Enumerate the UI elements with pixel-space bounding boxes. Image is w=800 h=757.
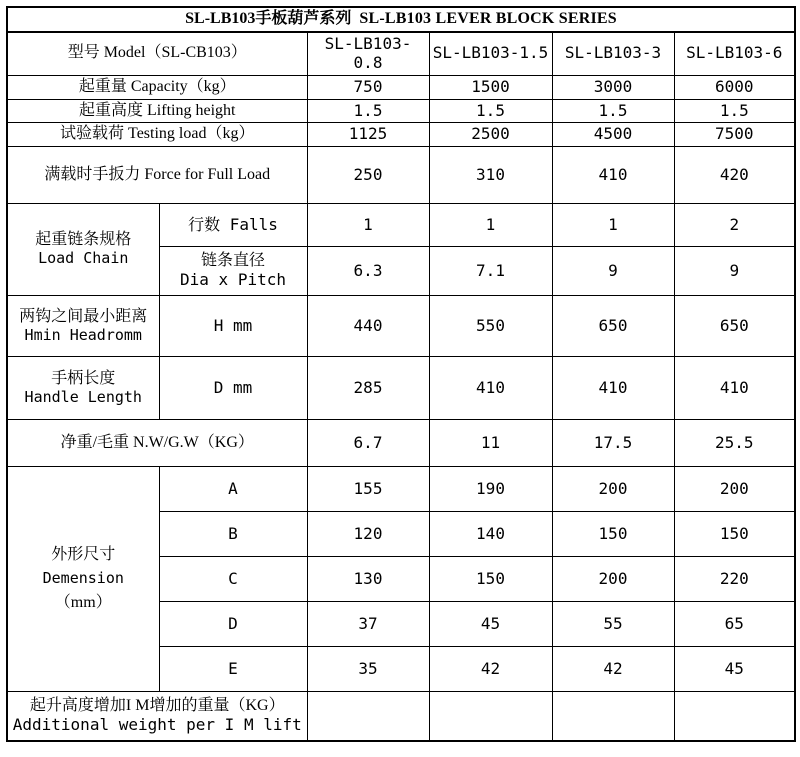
table-row-lifting-height (7, 99, 795, 123)
additional-weight-value-1 (307, 692, 429, 742)
dimension-d-value-4: 65 (674, 602, 795, 647)
dia-value-4: 9 (674, 247, 795, 296)
dimension-sub-d: D (159, 602, 307, 647)
dimension-e-value-1: 35 (307, 647, 429, 692)
table-row-capacity (7, 75, 795, 99)
dimension-label-line2: Demension (42, 569, 124, 588)
dimension-e-value-4: 45 (674, 647, 795, 692)
headroom-value-2: 550 (429, 296, 552, 357)
dia-label-line2: Dia x Pitch (180, 270, 286, 290)
dimension-a-value-3: 200 (552, 467, 674, 512)
headroom-label-line2: Hmin Headromm (24, 325, 142, 344)
table-title-cn: SL-LB103手板葫芦系列 (185, 10, 352, 27)
testing-load-value-3: 4500 (552, 123, 674, 147)
falls-value-3: 1 (552, 204, 674, 247)
dimension-label-line3: （mm） (54, 594, 112, 612)
table-row-additional-weight (7, 692, 795, 742)
dia-value-2: 7.1 (429, 247, 552, 296)
dimension-d-value-3: 55 (552, 602, 674, 647)
dimension-sub-c: C (159, 557, 307, 602)
model-column-1: SL-LB103-0.8 (307, 32, 429, 75)
dimension-a-value-4: 200 (674, 467, 795, 512)
weight-value-4: 25.5 (674, 420, 795, 467)
row-label-force-full-load: 满载时手扳力 Force for Full Load (7, 147, 307, 204)
dimension-a-value-2: 190 (429, 467, 552, 512)
dia-value-3: 9 (552, 247, 674, 296)
dimension-b-value-3: 150 (552, 512, 674, 557)
load-chain-label-line2: Load Chain (38, 249, 129, 268)
headroom-value-4: 650 (674, 296, 795, 357)
weight-value-1: 6.7 (307, 420, 429, 467)
lifting-height-value-4: 1.5 (674, 99, 795, 123)
handle-value-2: 410 (429, 357, 552, 420)
testing-load-value-4: 7500 (674, 123, 795, 147)
model-column-4: SL-LB103-6 (674, 32, 795, 75)
dimension-sub-a: A (159, 467, 307, 512)
lifting-height-value-3: 1.5 (552, 99, 674, 123)
force-value-3: 410 (552, 147, 674, 204)
model-label: 型号 Model（SL-CB103） (7, 32, 307, 75)
falls-value-1: 1 (307, 204, 429, 247)
table-row-load-chain-falls (7, 204, 795, 247)
headroom-label-line1: 两钩之间最小距离 (19, 307, 148, 325)
load-chain-label-line1: 起重链条规格 (35, 231, 132, 249)
row-label-headroom (7, 296, 159, 357)
dimension-label-line1: 外形尺寸 (51, 545, 116, 563)
table-row-weight (7, 420, 795, 467)
row-label-additional-weight (7, 692, 307, 742)
dimension-c-value-4: 220 (674, 557, 795, 602)
falls-value-2: 1 (429, 204, 552, 247)
capacity-value-1: 750 (307, 75, 429, 99)
testing-load-value-1: 1125 (307, 123, 429, 147)
dimension-a-value-1: 155 (307, 467, 429, 512)
force-value-1: 250 (307, 147, 429, 204)
headroom-value-1: 440 (307, 296, 429, 357)
dimension-c-value-1: 130 (307, 557, 429, 602)
row-label-handle-length (7, 357, 159, 420)
additional-weight-value-2 (429, 692, 552, 742)
lifting-height-value-1: 1.5 (307, 99, 429, 123)
dimension-c-value-2: 150 (429, 557, 552, 602)
table-header-row (7, 32, 795, 75)
handle-unit-label: D mm (159, 357, 307, 420)
dimension-e-value-2: 42 (429, 647, 552, 692)
handle-label-line1: 手柄长度 (51, 369, 116, 387)
capacity-value-3: 3000 (552, 75, 674, 99)
weight-value-2: 11 (429, 420, 552, 467)
additional-weight-value-3 (552, 692, 674, 742)
load-chain-falls-label: 行数 Falls (159, 204, 307, 247)
model-column-3: SL-LB103-3 (552, 32, 674, 75)
handle-value-1: 285 (307, 357, 429, 420)
additional-weight-label-line2: Additional weight per I M lift (12, 715, 302, 735)
table-row-force-full-load (7, 147, 795, 204)
dimension-sub-b: B (159, 512, 307, 557)
table-title-en: SL-LB103 LEVER BLOCK SERIES (359, 10, 617, 27)
dimension-sub-e: E (159, 647, 307, 692)
weight-value-3: 17.5 (552, 420, 674, 467)
row-label-weight: 净重/毛重 N.W/G.W（KG） (7, 420, 307, 467)
table-row-handle-length (7, 357, 795, 420)
headroom-value-3: 650 (552, 296, 674, 357)
capacity-value-2: 1500 (429, 75, 552, 99)
falls-value-4: 2 (674, 204, 795, 247)
row-label-load-chain (7, 204, 159, 296)
dimension-d-value-1: 37 (307, 602, 429, 647)
dimension-b-value-1: 120 (307, 512, 429, 557)
table-title-row (7, 7, 795, 32)
dimension-e-value-3: 42 (552, 647, 674, 692)
dia-value-1: 6.3 (307, 247, 429, 296)
row-label-dimension (7, 467, 159, 692)
additional-weight-value-4 (674, 692, 795, 742)
handle-label-line2: Handle Length (24, 387, 142, 406)
row-label-lifting-height: 起重高度 Lifting height (7, 99, 307, 123)
force-value-4: 420 (674, 147, 795, 204)
row-label-testing-load: 试验载荷 Testing load（kg） (7, 123, 307, 147)
model-column-2: SL-LB103-1.5 (429, 32, 552, 75)
testing-load-value-2: 2500 (429, 123, 552, 147)
table-row-dimension-a (7, 467, 795, 512)
dia-label-line1: 链条直径 (200, 252, 265, 270)
dimension-b-value-2: 140 (429, 512, 552, 557)
dimension-d-value-2: 45 (429, 602, 552, 647)
handle-value-4: 410 (674, 357, 795, 420)
headroom-unit-label: H mm (159, 296, 307, 357)
table-row-testing-load (7, 123, 795, 147)
capacity-value-4: 6000 (674, 75, 795, 99)
load-chain-dia-label (159, 247, 307, 296)
handle-value-3: 410 (552, 357, 674, 420)
force-value-2: 310 (429, 147, 552, 204)
row-label-capacity: 起重量 Capacity（kg） (7, 75, 307, 99)
table-row-headroom (7, 296, 795, 357)
dimension-c-value-3: 200 (552, 557, 674, 602)
dimension-b-value-4: 150 (674, 512, 795, 557)
table-title (7, 7, 795, 32)
lifting-height-value-2: 1.5 (429, 99, 552, 123)
specification-table (6, 6, 796, 742)
additional-weight-label-line1: 起升高度增加I M增加的重量（KG） (29, 697, 285, 715)
